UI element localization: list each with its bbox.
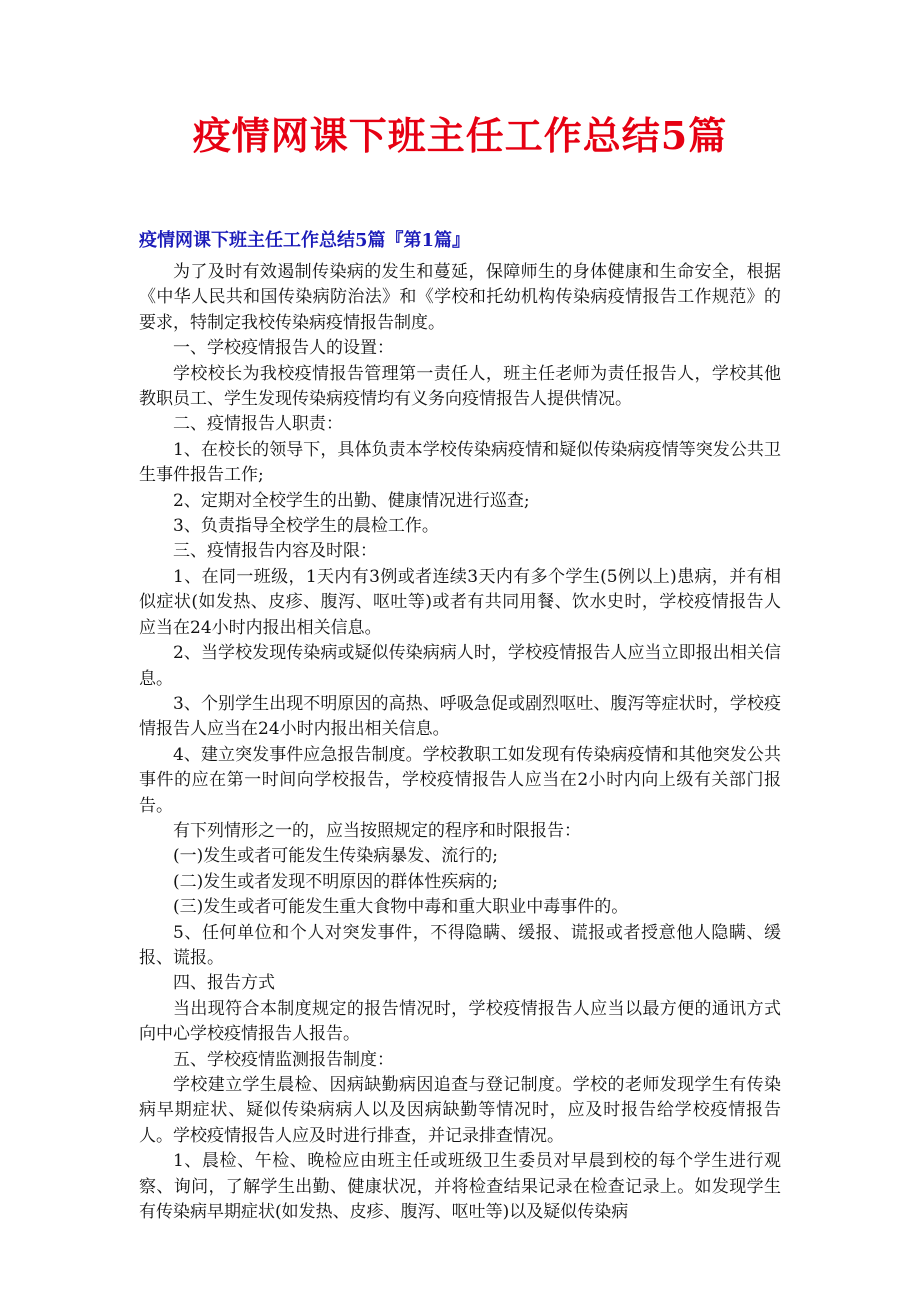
paragraph: 学校建立学生晨检、因病缺勤病因追查与登记制度。学校的老师发现学生有传染病早期症状、疑似传染病病人以及因病缺勤等情况时，应及时报告给学校疫情报告人。学校疫情报告人应及时进行排查，并记录排查情况。 xyxy=(139,1075,781,1146)
paragraph: 三、疫情报告内容及时限： xyxy=(173,541,377,562)
paragraph: 3、负责指导全校学生的晨检工作。 xyxy=(173,516,439,537)
paragraph: 1、在校长的领导下，具体负责本学校传染病疫情和疑似传染病疫情等突发公共卫生事件报告工作; xyxy=(139,439,781,486)
paragraph: 五、学校疫情监测报告制度： xyxy=(173,1049,394,1070)
paragraph: 2、定期对全校学生的出勤、健康情况进行巡查; xyxy=(173,490,530,511)
paragraph: (二)发生或者发现不明原因的群体性疾病的; xyxy=(173,871,498,892)
paragraph: 有下列情形之一的，应当按照规定的程序和时限报告： xyxy=(173,820,581,841)
paragraph: 四、报告方式 xyxy=(173,973,275,994)
paragraph: 二、疫情报告人职责： xyxy=(173,414,343,435)
document-title: 疫情网课下班主任工作总结5篇 xyxy=(192,113,728,158)
section-heading: 疫情网课下班主任工作总结5篇『第1篇』 xyxy=(139,230,471,251)
paragraph: (一)发生或者可能发生传染病暴发、流行的; xyxy=(173,846,498,867)
document-body xyxy=(139,260,781,1225)
paragraph: 1、在同一班级，1天内有3例或者连续3天内有多个学生(5例以上)患病，并有相似症状(如发热、皮疹、腹泻、呕吐等)或者有共同用餐、饮水史时，学校疫情报告人应当在24小时内报出相关信息。 xyxy=(139,566,781,638)
paragraph: 一、学校疫情报告人的设置： xyxy=(173,338,394,359)
paragraph: 1、晨检、午检、晚检应由班主任或班级卫生委员对早晨到校的每个学生进行观察、询问，了解学生出勤、健康状况，并将检查结果记录在检查记录上。如发现学生有传染病早期症状(如发热、皮疹、腹泻、呕吐等)以及疑似传染病 xyxy=(139,1151,781,1223)
paragraph: 为了及时有效遏制传染病的发生和蔓延，保障师生的身体健康和生命安全，根据《中华人民共和国传染病防治法》和《学校和托幼机构传染病疫情报告工作规范》的要求，特制定我校传染病疫情报告制度。 xyxy=(139,262,781,333)
paragraph: (三)发生或者可能发生重大食物中毒和重大职业中毒事件的。 xyxy=(173,897,629,918)
paragraph: 学校校长为我校疫情报告管理第一责任人，班主任老师为责任报告人，学校其他教职员工、学生发现传染病疫情均有义务向疫情报告人提供情况。 xyxy=(139,363,781,410)
paragraph: 2、当学校发现传染病或疑似传染病病人时，学校疫情报告人应当立即报出相关信息。 xyxy=(139,643,781,689)
paragraph: 当出现符合本制度规定的报告情况时，学校疫情报告人应当以最方便的通讯方式向中心学校疫情报告人报告。 xyxy=(139,998,781,1045)
paragraph: 3、个别学生出现不明原因的高热、呼吸急促或剧烈呕吐、腹泻等症状时，学校疫情报告人应当在24小时内报出相关信息。 xyxy=(139,693,781,740)
paragraph: 5、任何单位和个人对突发事件，不得隐瞒、缓报、谎报或者授意他人隐瞒、缓报、谎报。 xyxy=(139,922,781,968)
paragraph: 4、建立突发事件应急报告制度。学校教职工如发现有传染病疫情和其他突发公共事件的应在第一时间向学校报告，学校疫情报告人应当在2小时内向上级有关部门报告。 xyxy=(139,744,781,816)
